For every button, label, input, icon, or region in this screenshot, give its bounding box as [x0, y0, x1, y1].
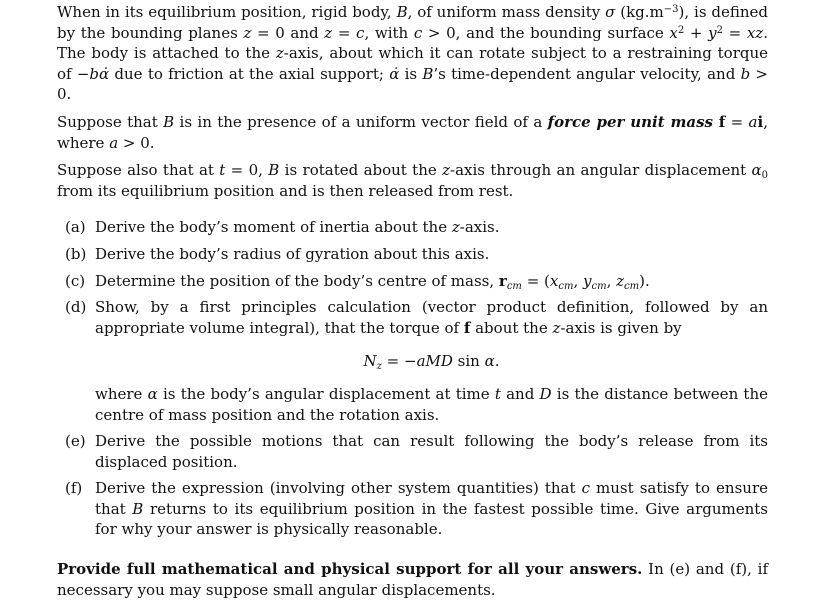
question-item-f: (f) Derive the expression (involving other system quantities) that c must satisfy to ensure that B returns to its equilibrium position in the fastest possible time. Give arguments for why your answer is physically reasonable.: [65, 479, 768, 539]
question-label-a: (a): [65, 218, 86, 237]
question-item-e: (e) Derive the possible motions that can result following the body’s release from its displaced position.: [65, 432, 768, 471]
instructions-rest: In (e) and (f), if necessary you may suppose small angular displacements.: [57, 560, 768, 599]
question-item-a: (a) Derive the body’s moment of inertia about the z-axis.: [65, 218, 500, 237]
instructions-paragraph: [57, 559, 768, 600]
instructions-bold: Provide full mathematical and physical support for all your answers.: [57, 560, 643, 579]
question-label-b: (b): [65, 244, 87, 263]
question-label-e: (e): [65, 432, 86, 451]
intro-paragraph-force-field: Suppose that B is in the presence of a uniform vector field of a force per unit mass f = ai, where a > 0.: [57, 112, 768, 152]
question-item-c: (c) Determine the position of the body’s centre of mass, $r_{cm} = (x_{cm}$, $y_{cm}$, $z_{cm}$).: [65, 271, 650, 292]
question-list: [57, 217, 768, 540]
question-label-c: (c): [65, 271, 86, 290]
torque-equation: $N_z = -aMD$ sin α.: [363, 352, 500, 373]
question-label-d: (d): [65, 298, 87, 317]
intro-paragraph-body: When in its equilibrium position, rigid body, B, of uniform mass density σ $(kg.m^{-3})$, is defined by the bounding planes z = 0 and z = c, with c > 0, and the bounding surface $x^2 + y^2$ = xz. The body is attached to the z-axis, about which it can rotate subject to a restraining torque of −bα̇ due to friction at the axial support; α̇ is B’s time-dependent angular velocity, and b > 0.: [57, 3, 769, 104]
intro-paragraph-initial-condition: Suppose also that at t = 0, B is rotated about the z-axis through an angular displacement $\alpha_0$ from its equilibrium position and is then released from rest.: [57, 161, 769, 200]
question-label-f: (f): [65, 479, 83, 498]
question-item-d: (d) Show, by a first principles calculation (vector product definition, followed by an appropriate volume integral), that the torque of f about the z-axis is given by $N_z = -aMD$ sin α. where α is the body’s angular displacement at time t and D is the distance between the centre of mass position and the rotation axis.: [65, 298, 768, 424]
question-item-b: (b) Derive the body’s radius of gyration about this axis.: [65, 244, 490, 263]
